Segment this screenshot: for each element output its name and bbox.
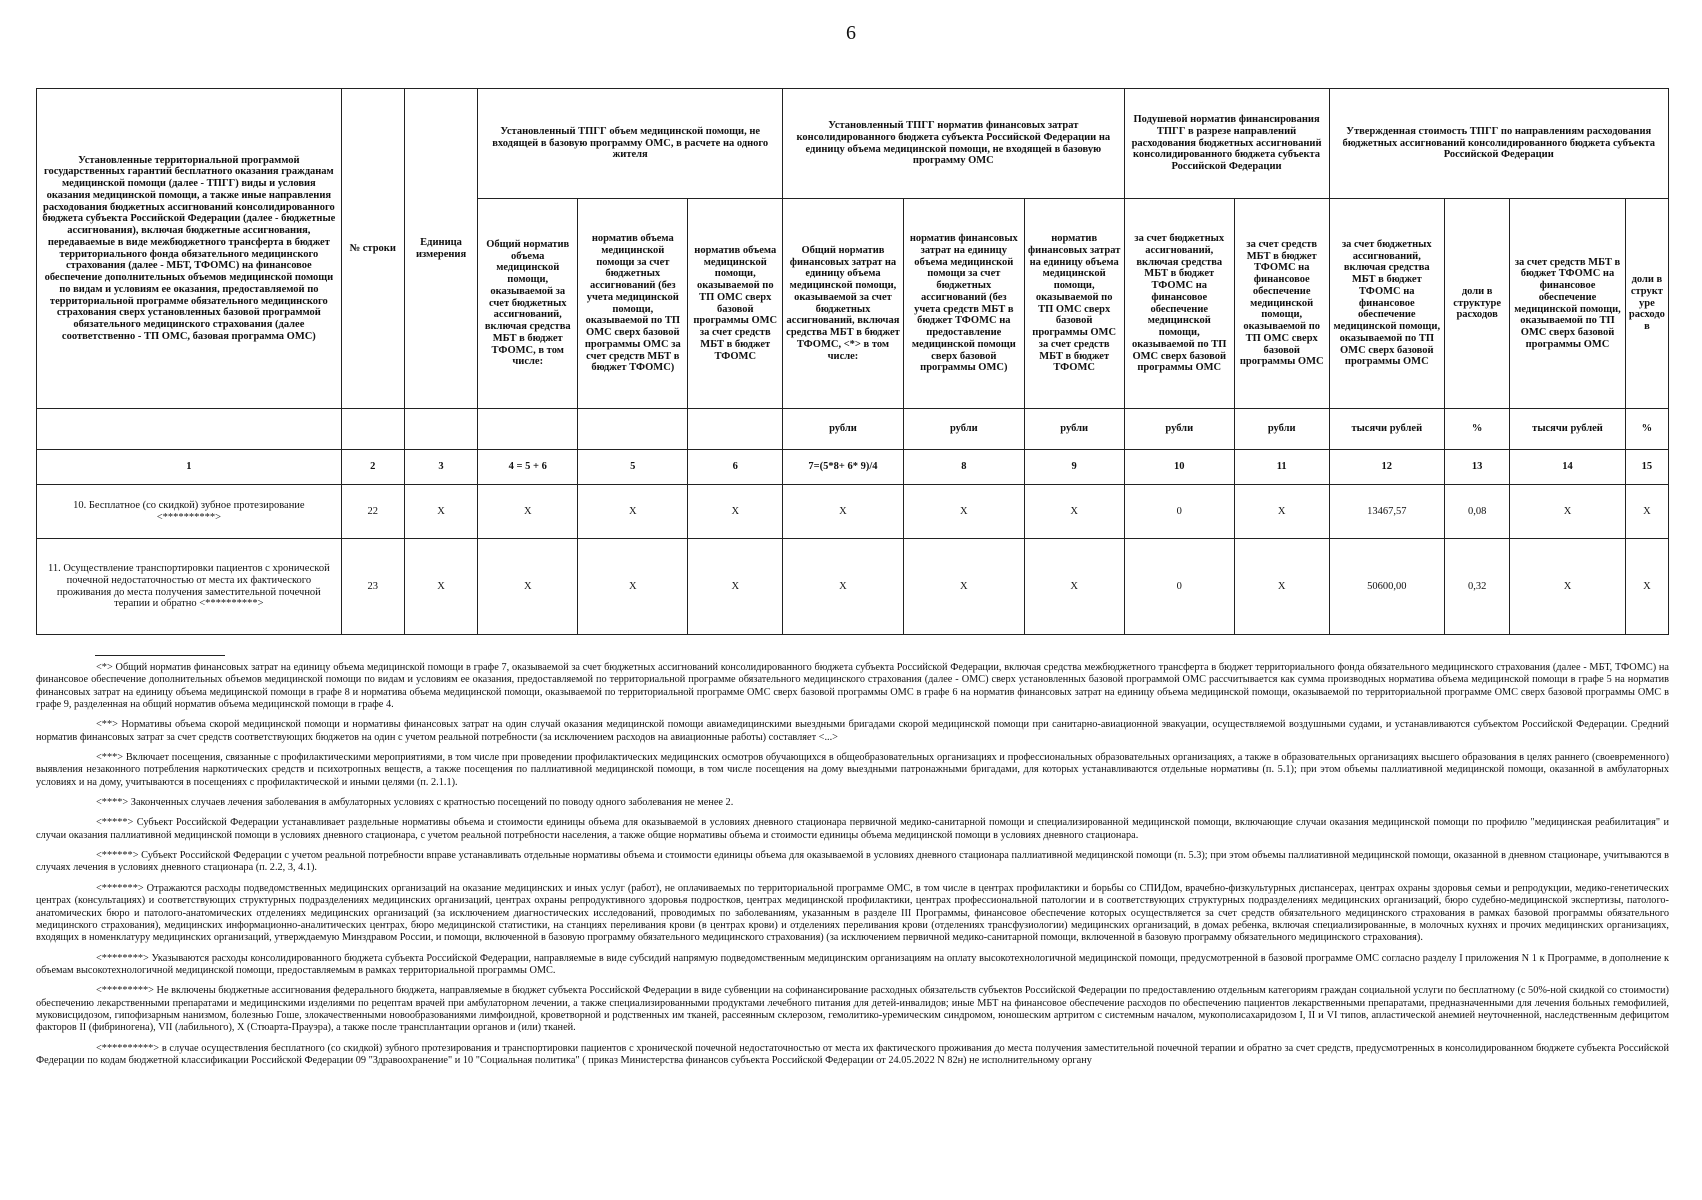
table-cell: Х: [578, 539, 688, 635]
table-cell: Х: [578, 485, 688, 539]
header-row-number: № строки: [341, 89, 404, 409]
footnote: <*> Общий норматив финансовых затрат на единицу объема медицинской помощи в графе 7, оказываемой за счет бюджетных ассигнований консолидированного бюджета субъекта Российской Федерации, включая средства межбюджетного трансферта в бюджет территориального фонда обязательного медицинского страхования (далее - МБТ, ТФОМС) на финансовое обеспечение дополнительных объемов медицинской помощи по видам и условиям ее оказания, предоставляемой по территориальной программе обязательного медицинского страхования (далее - ОМС) сверх установленных базовой программой ОМС рассчитывается как сумма производных норматива объема медицинской помощи в графе 5 на норматив финансовых затрат на единицу объема медицинской помощи в графе 8 и норматива объема медицинской помощи, оказываемой по территориальной программе ОМС сверх базовой программы ОМС в графе 6 на норматив финансовых затрат на единицу объема медицинской помощи, оказываемой по территориальной программе ОМС сверх базовой программы ОМС в графе 9, разделенная на общий норматив объема медицинской помощи в графе 4.: [36, 662, 1669, 711]
footnote: <**> Нормативы объема скорой медицинской помощи и нормативы финансовых затрат на один случай оказания медицинской помощи авиамедицинскими выездными бригадами скорой медицинской помощи при санитарно-авиационной эвакуации, осуществляемой воздушными судами, и устанавливаются субъектом Российской Федерации. Средний норматив финансовых затрат за счет средств соответствующих бюджетов на один с учетом реальной потребности (за исключением расходов на авиационные работы) составляет <...>: [36, 719, 1669, 743]
table-cell: Х: [1234, 485, 1329, 539]
row-label: 10. Бесплатное (со скидкой) зубное протезирование <**********>: [37, 485, 342, 539]
table-cell: Х: [903, 539, 1024, 635]
row-number: 22: [341, 485, 404, 539]
table-cell: Х: [1234, 539, 1329, 635]
table-cell: Х: [783, 485, 904, 539]
column-number: 8: [903, 450, 1024, 485]
table-cell: 50600,00: [1329, 539, 1445, 635]
units-cell: %: [1445, 409, 1510, 450]
header-col-10: за счет бюджетных ассигнований, включая средства МБТ в бюджет ТФОМС на финансовое обеспечение медицинской помощи, оказываемой по ТП ОМС сверх базовой программы ОМС: [1124, 199, 1234, 409]
column-number: 11: [1234, 450, 1329, 485]
units-cell: [578, 409, 688, 450]
row-number: 23: [341, 539, 404, 635]
table-cell: Х: [478, 485, 578, 539]
column-number: 5: [578, 450, 688, 485]
table-cell: Х: [903, 485, 1024, 539]
column-number: 15: [1625, 450, 1668, 485]
footnote: <********> Указываются расходы консолидированного бюджета субъекта Российской Федерации, направляемые в виде субсидий напрямую подведомственным медицинским организациям на оплату высокотехнологичной медицинской помощи, предусмотренной в базовой программе ОМС согласно разделу I приложения N 1 к Программе, в дополнение к объемам высокотехнологичной медицинской помощи, предоставляемым в рамках территориальной программы ОМС.: [36, 952, 1669, 976]
header-col-14: за счет средств МБТ в бюджет ТФОМС на финансовое обеспечение медицинской помощи, оказываемой по ТП ОМС сверх базовой программы ОМС: [1510, 199, 1626, 409]
header-group-per-capita: Подушевой норматив финансирования ТПГГ в разрезе направлений расходования бюджетных ассигнований консолидированного бюджета субъекта Российской Федерации: [1124, 89, 1329, 199]
table-cell: Х: [783, 539, 904, 635]
footnotes: [36, 662, 1669, 1075]
column-number: 6: [688, 450, 783, 485]
header-col-7: Общий норматив финансовых затрат на единицу объема медицинской помощи, оказываемой за счет бюджетных ассигнований, включая средства МБТ в бюджет ТФОМС, <*> в том числе:: [783, 199, 904, 409]
column-number: 10: [1124, 450, 1234, 485]
footnote: <*****> Субъект Российской Федерации устанавливает раздельные нормативы объема и стоимости единицы объема для оказываемой в условиях дневного стационара первичной медико-санитарной помощи и специализированной медицинской помощи, включающие случаи оказания медицинской помощи по профилю "медицинская реабилитация" и случаи оказания паллиативной медицинской помощи в условиях дневного стационара, с учетом реальной потребности населения, а также общие нормативы объема и стоимости единицы объема медицинской помощи в условиях дневного стационара.: [36, 817, 1669, 841]
header-group-volume: Установленный ТПГГ объем медицинской помощи, не входящей в базовую программу ОМС, в расчете на одного жителя: [478, 89, 783, 199]
table-cell: Х: [1024, 539, 1124, 635]
column-number: 14: [1510, 450, 1626, 485]
header-unit: Единица измерения: [404, 89, 478, 409]
row-label: 11. Осуществление транспортировки пациентов с хронической почечной недостаточностью от места их фактического проживания до места получения заместительной почечной терапии и обратно <**********>: [37, 539, 342, 635]
units-cell: [341, 409, 404, 450]
header-col-12: за счет бюджетных ассигнований, включая средства МБТ в бюджет ТФОМС на финансовое обеспечение медицинской помощи, оказываемой по ТП ОМС сверх базовой программы ОМС: [1329, 199, 1445, 409]
table-cell: Х: [688, 539, 783, 635]
header-group-approved-cost: Утвержденная стоимость ТПГГ по направлениям расходования бюджетных ассигнований консолидированного бюджета субъекта Российской Федерации: [1329, 89, 1669, 199]
page-number: 6: [846, 22, 856, 44]
units-cell: %: [1625, 409, 1668, 450]
column-number: 12: [1329, 450, 1445, 485]
header-col-6: норматив объема медицинской помощи, оказываемой по ТП ОМС сверх базовой программы ОМС за счет средств МБТ в бюджет ТФОМС: [688, 199, 783, 409]
header-col-4: Общий норматив объема медицинской помощи, оказываемой за счет бюджетных ассигнований, включая средства МБТ в бюджет ТФОМС, в том числе:: [478, 199, 578, 409]
column-number: 7=(5*8+ 6* 9)/4: [783, 450, 904, 485]
units-cell: [404, 409, 478, 450]
units-cell: рубли: [783, 409, 904, 450]
units-cell: [37, 409, 342, 450]
footnote-separator: [95, 655, 225, 656]
footnote: <*********> Не включены бюджетные ассигнования федерального бюджета, направляемые в бюджет субъекта Российской Федерации в виде субвенции на софинансирование расходных обязательств субъектов Российской Федерации по предоставлению отдельным категориям граждан социальной услуги по бесплатному (с 50%-ной скидкой со стоимости) обеспечению лекарственными препаратами и медицинскими изделиями по рецептам врачей при амбулаторном лечении, а также специализированными продуктами лечебного питания для детей-инвалидов; иные МБТ на финансовое обеспечение расходов по обеспечению пациентов лекарственными препаратами, предназначенными для лечения больных гемофилией, муковисцидозом, гипофизарным нанизмом, болезнью Гоше, злокачественными новообразованиями лимфоидной, кроветворной и родственных им тканей, рассеянным склерозом, гемолитико-уремическим синдромом, юношеским артритом с системным началом, мукополисахаридозом I, II и VI типов, апластической анемией неуточненной, наследственным дефицитом факторов II (фибриногена), VII (лабильного), X (Стюарта-Прауэра), а также после трансплантации органов и (или) тканей.: [36, 985, 1669, 1034]
table-cell: Х: [404, 539, 478, 635]
header-col-8: норматив финансовых затрат на единицу объема медицинской помощи за счет бюджетных ассигнований (без учета средств МБТ в бюджет ТФОМС на предоставление медицинской помощи сверх базовой программы ОМС): [903, 199, 1024, 409]
column-number: 9: [1024, 450, 1124, 485]
units-cell: [688, 409, 783, 450]
table-cell: 0: [1124, 485, 1234, 539]
table-cell: Х: [1625, 485, 1668, 539]
column-number: 4 = 5 + 6: [478, 450, 578, 485]
column-number: 1: [37, 450, 342, 485]
footnote: <****> Законченных случаев лечения заболевания в амбулаторных условиях с кратностью посещений по поводу одного заболевания не менее 2.: [96, 797, 734, 809]
table-cell: 13467,57: [1329, 485, 1445, 539]
table-cell: Х: [404, 485, 478, 539]
units-cell: рубли: [1234, 409, 1329, 450]
table-row: [37, 539, 1669, 635]
column-number: 3: [404, 450, 478, 485]
units-cell: [478, 409, 578, 450]
footnote: <**********> в случае осуществления бесплатного (со скидкой) зубного протезирования и транспортировки пациентов с хронической почечной недостаточностью от места их фактического проживания до места получения заместительной почечной терапии и обратно за счет средств, предусмотренных в консолидированном бюджете субъекта Российской Федерации по кодам бюджетной классификации Российской Федерации 09 "Здравоохранение" и 10 "Социальная политика" ( приказ Министерства финансов субъекта Российской Федерации от 24.05.2022 N 82н) не исполнительному органу: [36, 1042, 1669, 1066]
units-cell: рубли: [1124, 409, 1234, 450]
column-number: 13: [1445, 450, 1510, 485]
footnote: <******> Субъект Российской Федерации с учетом реальной потребности вправе устанавливать отдельные нормативы объема и стоимости единицы объема для оказываемой в условиях дневного стационара паллиативной медицинской помощи (п. 5.3); при этом объемы паллиативной медицинской помощи, оказанной в дневном стационаре, учитываются в случаях лечения в условиях дневного стационара (п. 2.2, 3, 4.1).: [36, 850, 1669, 874]
header-col-5: норматив объема медицинской помощи за счет бюджетных ассигнований (без учета медицинской помощи, оказываемой по ТП ОМС сверх базовой программы ОМС за счет средств МБТ в бюджет ТФОМС): [578, 199, 688, 409]
header-col-11: за счет средств МБТ в бюджет ТФОМС на финансовое обеспечение медицинской помощи, оказываемой по ТП ОМС сверх базовой программы ОМС: [1234, 199, 1329, 409]
table-cell: Х: [1510, 539, 1626, 635]
header-col-9: норматив финансовых затрат на единицу объема медицинской помощи, оказываемой по ТП ОМС сверх базовой программы ОМС за счет средств МБТ в бюджет ТФОМС: [1024, 199, 1124, 409]
column-number: 2: [341, 450, 404, 485]
table-cell: 0,08: [1445, 485, 1510, 539]
footnote: <***> Включает посещения, связанные с профилактическими мероприятиями, в том числе при проведении профилактических медицинских осмотров обучающихся в общеобразовательных организациях и профессиональных образовательных организациях, а также в образовательных организациях высшего образования в целях раннего (своевременного) выявления незаконного потребления наркотических средств и психотропных веществ, а также посещения по паллиативной медицинской помощи, в том числе посещения на дому выездными патронажными бригадами, для которых устанавливаются отдельные нормативы (п. 5.1); при этом объемы паллиативной медицинской помощи, оказанной в амбулаторных условиях и на дому, учитываются в посещениях с профилактической и иными целями (п. 2.1.1).: [36, 752, 1669, 788]
footnote: <*******> Отражаются расходы подведомственных медицинских организаций на оказание медицинских и иных услуг (работ), не оплачиваемых по территориальной программе ОМС, в том числе в центрах профилактики и борьбы со СПИДом, врачебно-физкультурных диспансерах, центрах охраны здоровья семьи и репродукции, медико-генетических центрах (консультациях) и соответствующих структурных подразделениях медицинских организаций, центрах охраны репродуктивного здоровья подростков, центрах медицинской профилактики, центрах профессиональной патологии и в соответствующих структурных подразделениях медицинских организаций, бюро судебно-медицинской экспертизы, патолого-анатомических бюро и патолого-анатомических отделениях медицинских организаций (за исключением диагностических исследований, проводимых по заболеваниям, указанным в разделе III Программы, финансовое обеспечение которых осуществляется за счет средств обязательного медицинского страхования в рамках базовой программы обязательного медицинского страхования), медицинских информационно-аналитических центрах, бюро медицинской статистики, на станциях переливания крови (в центрах крови) и отделениях переливания крови (отделениях трансфузиологии) медицинских организаций, в домах ребенка, включая специализированные, в молочных кухнях и прочих медицинских организациях, входящих в номенклатуру медицинских организаций, утверждаемую Минздравом России, и помощи, включенной в базовую программу обязательного медицинского страхования) (за исключением первичной медико-санитарной помощи, включенной в базовую программу обязательного медицинского страхования).: [36, 882, 1669, 944]
units-cell: рубли: [903, 409, 1024, 450]
table-cell: 0,32: [1445, 539, 1510, 635]
table-row: [37, 485, 1669, 539]
header-group-cost-norm: Установленный ТПГГ норматив финансовых затрат консолидированного бюджета субъекта Российской Федерации на единицу объема медицинской помощи, не входящей в базовую программу ОМС: [783, 89, 1125, 199]
table-cell: 0: [1124, 539, 1234, 635]
header-category: Установленные территориальной программой государственных гарантий бесплатного оказания гражданам медицинской помощи (далее - ТПГГ) виды и условия оказания медицинской помощи, а также иные направления расходования бюджетных ассигнований консолидированного бюджета субъекта Российской Федерации (далее - бюджетные ассигнования), включая бюджетные ассигнования, передаваемые в виде межбюджетного трансферта в бюджет территориального фонда обязательного медицинского страхования (далее - МБТ, ТФОМС) на финансовое обеспечение дополнительных объемов медицинской помощи по видам и условиям ее оказания, предоставляемой по территориальной программе обязательного медицинского страхования сверх установленных базовой программой обязательного медицинского страхования (далее соответственно - ТП ОМС, базовая программа ОМС): [37, 89, 342, 409]
units-cell: тысячи рублей: [1329, 409, 1445, 450]
table-cell: Х: [478, 539, 578, 635]
table-cell: Х: [1625, 539, 1668, 635]
header-col-15: доли в структуре расходов: [1625, 199, 1668, 409]
header-col-13: доли в структуре расходов: [1445, 199, 1510, 409]
table-cell: Х: [688, 485, 783, 539]
table-cell: Х: [1024, 485, 1124, 539]
units-cell: тысячи рублей: [1510, 409, 1626, 450]
table-cell: Х: [1510, 485, 1626, 539]
units-cell: рубли: [1024, 409, 1124, 450]
cost-table: [36, 88, 1669, 635]
